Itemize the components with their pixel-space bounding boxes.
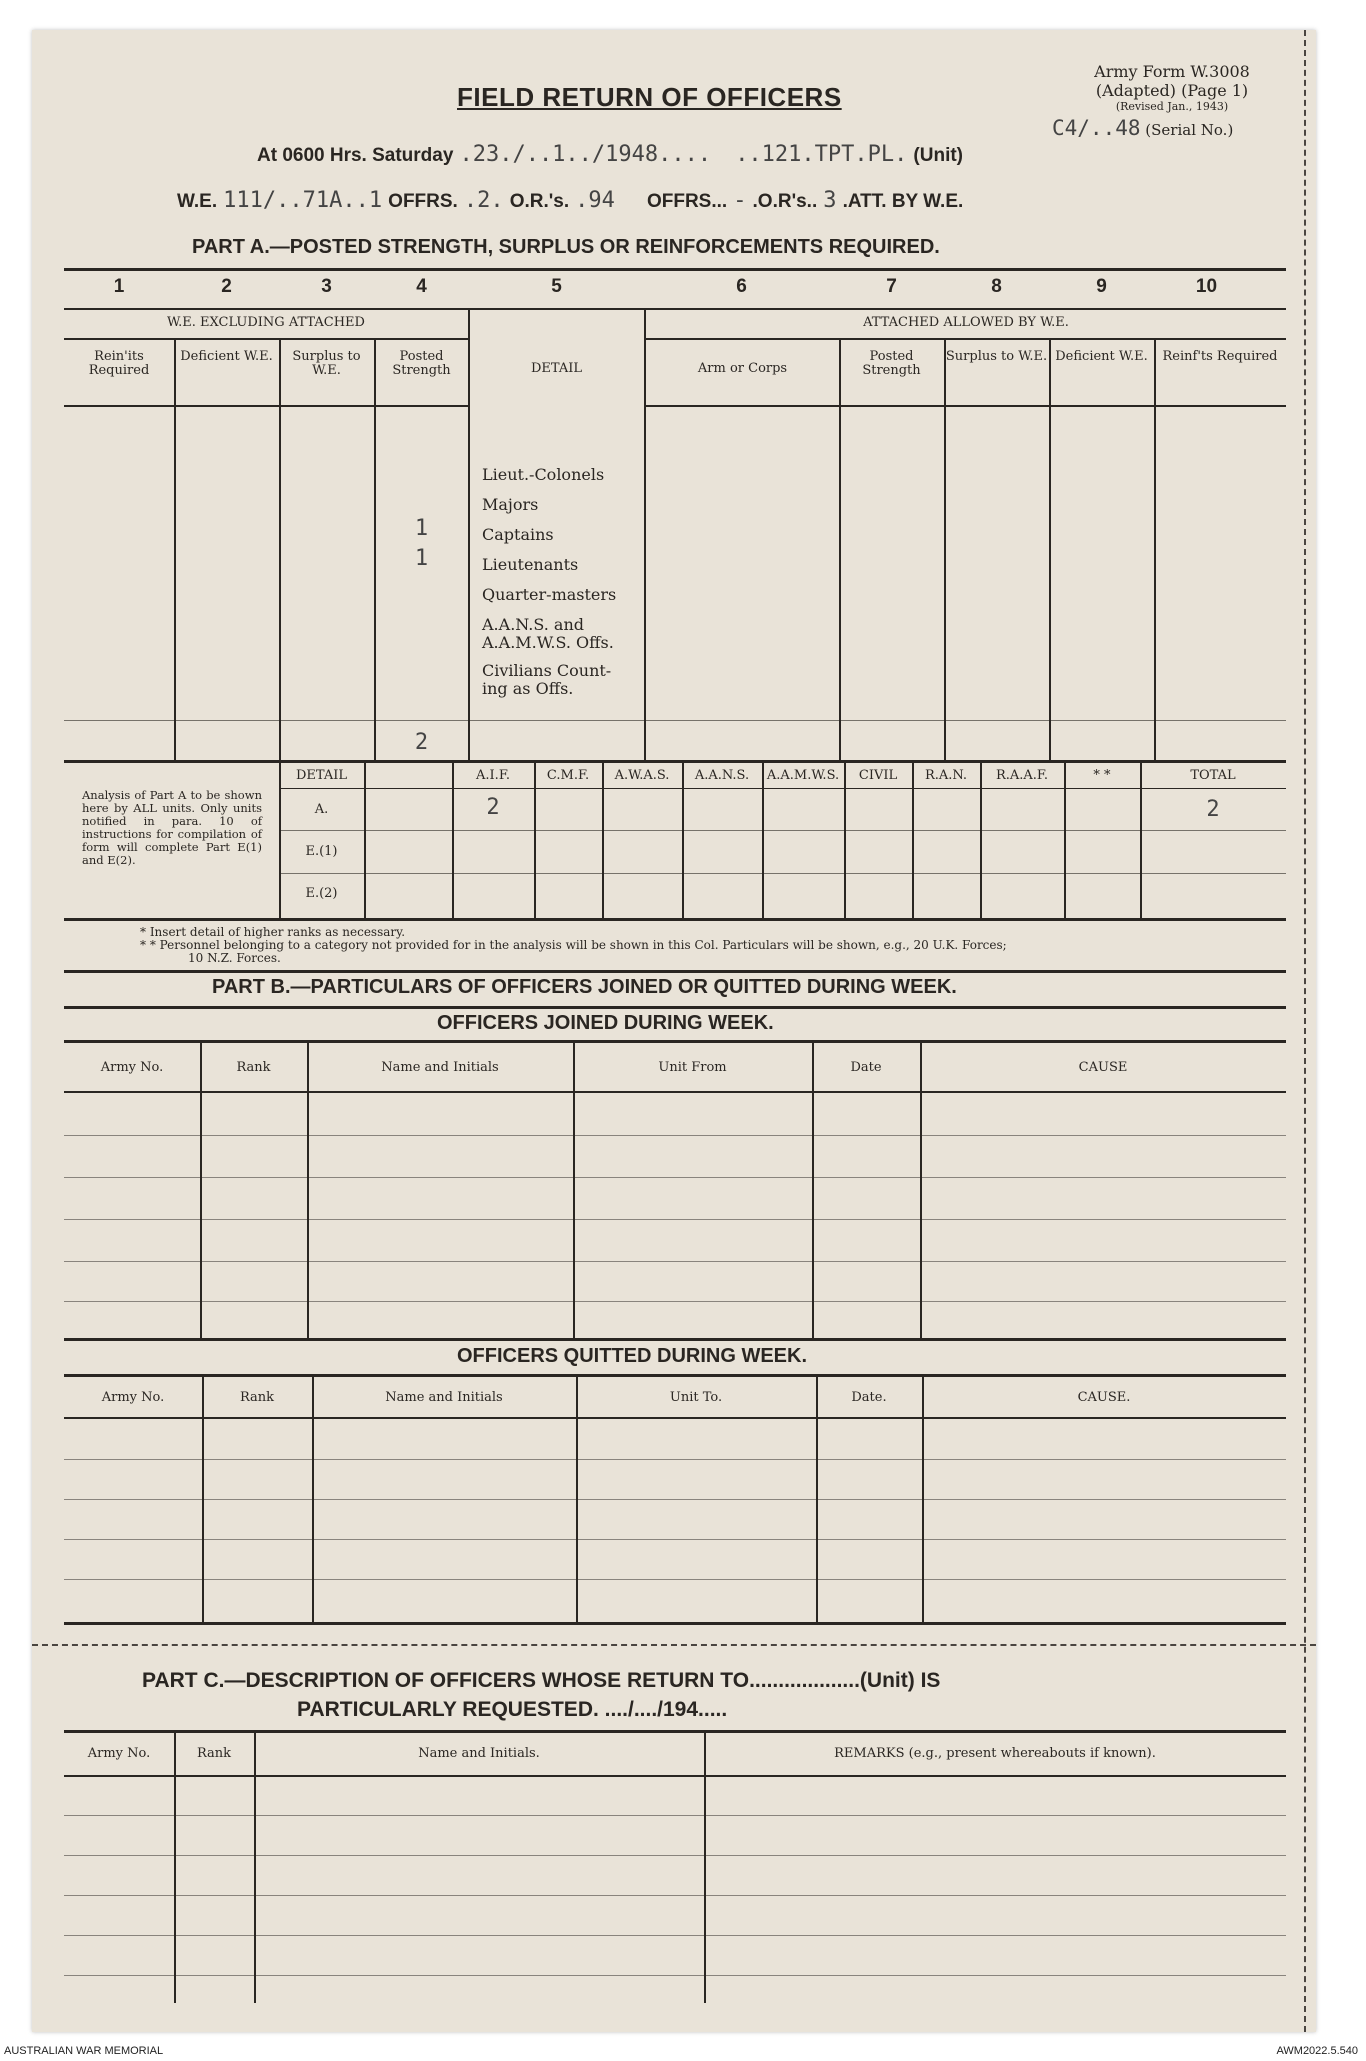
col-num: 10 <box>1195 276 1218 297</box>
col-header: Posted Strength <box>392 349 451 378</box>
captains-posted: 1 <box>414 516 429 541</box>
joined-col: CAUSE <box>1078 1060 1128 1075</box>
perforation-line <box>1304 30 1306 2032</box>
analysis-header: A.A.N.S. <box>694 768 750 783</box>
lieutenants-posted: 1 <box>414 546 429 571</box>
form-revised: (Revised Jan., 1943) <box>1115 100 1229 113</box>
col-header: Surplus to W.E. <box>945 349 1048 364</box>
detail-item: ing as Offs. <box>482 679 574 698</box>
part-a-grid <box>64 310 1286 760</box>
date-value: .23./..1../1948.... <box>459 142 712 167</box>
offrs-label: OFFRS. <box>388 191 458 212</box>
att-by-we-label: .ATT. BY W.E. <box>842 191 964 212</box>
col-header: Reinf'ts Required <box>1162 349 1278 364</box>
col-num: 7 <box>886 276 897 297</box>
joined-table <box>64 1043 1286 1338</box>
page-title: FIELD RETURN OF OFFICERS <box>457 82 842 112</box>
analysis-row-label: A. <box>314 802 329 817</box>
joined-col: Rank <box>236 1060 271 1075</box>
col-num: 2 <box>221 276 232 297</box>
col-header: Deficient W.E. <box>180 349 273 364</box>
att-offrs-label: OFFRS... <box>646 191 728 212</box>
part-c-table <box>64 1733 1286 2003</box>
footnotes <box>140 926 1290 965</box>
col-header: Arm or Corps <box>697 361 788 376</box>
column-numbers <box>64 276 1286 304</box>
quitted-col: Rank <box>239 1390 275 1405</box>
detail-list <box>470 460 645 698</box>
detail-item: Captains <box>482 525 554 544</box>
col-num: 8 <box>991 276 1002 297</box>
unit-value: ..121.TPT.PL. <box>735 142 908 167</box>
footnote-2: * * Personnel belonging to a category not provided for in the analysis will be shown in this Col. Particulars will be shown, e.g., 20 U.K. Forces; <box>140 938 1007 952</box>
joined-col: Date <box>850 1060 882 1075</box>
quitted-col: Name and Initials <box>385 1390 503 1405</box>
part-c-line-1: PART C.—DESCRIPTION OF OFFICERS WHOSE RETURN TO...................(Unit) IS <box>142 1669 941 1692</box>
ors-label: O.R.'s. <box>509 191 570 212</box>
serial-field <box>1052 116 1233 140</box>
analysis-header: DETAIL <box>295 768 348 783</box>
serial-value: C4/..48 <box>1052 116 1141 140</box>
col-num: 9 <box>1096 276 1107 297</box>
analysis-header: * * <box>1093 768 1111 783</box>
detail-item: Civilians Count- <box>482 661 612 680</box>
analysis-header: C.M.F. <box>546 768 590 783</box>
analysis-aif-value: 2 <box>486 795 500 820</box>
analysis-header: A.I.F. <box>476 768 510 783</box>
analysis-header: R.A.A.F. <box>995 768 1049 783</box>
joined-heading: OFFICERS JOINED DURING WEEK. <box>437 1012 774 1034</box>
date-prefix: At 0600 Hrs. Saturday <box>257 145 454 166</box>
joined-col: Name and Initials <box>381 1060 499 1075</box>
part-a-heading: PART A.—POSTED STRENGTH, SURPLUS OR REINFORCEMENTS REQUIRED. <box>192 236 940 258</box>
date-line <box>257 142 963 167</box>
joined-col: Army No. <box>100 1060 164 1075</box>
tear-line <box>32 1644 1316 1646</box>
serial-label: (Serial No.) <box>1145 121 1234 139</box>
analysis-total-value: 2 <box>1206 797 1220 822</box>
col-header: Rein'its Required <box>88 349 150 378</box>
col-header: Posted Strength <box>862 349 921 378</box>
part-c-col: Rank <box>196 1746 232 1761</box>
posted-total: 2 <box>414 730 429 755</box>
footnote-2b: 10 N.Z. Forces. <box>188 951 281 965</box>
quitted-col: Army No. <box>101 1390 165 1405</box>
part-c-col: Army No. <box>87 1746 151 1761</box>
analysis-header: A.A.M.W.S. <box>766 768 840 783</box>
col-num: 5 <box>551 276 562 297</box>
quitted-col: Date. <box>851 1390 887 1405</box>
quitted-table <box>64 1377 1286 1622</box>
archive-ref: AWM2022.5.540 <box>1276 2045 1358 2057</box>
detail-item: A.A.N.S. and <box>482 615 584 634</box>
detail-header: DETAIL <box>530 361 583 376</box>
quitted-heading: OFFICERS QUITTED DURING WEEK. <box>457 1345 807 1367</box>
part-c-heading <box>142 1666 940 1724</box>
detail-item: A.A.M.W.S. Offs. <box>482 633 614 652</box>
col-num: 1 <box>113 276 125 297</box>
part-b-heading: PART B.—PARTICULARS OF OFFICERS JOINED OR QUITTED DURING WEEK. <box>212 976 957 998</box>
ors-value: .94 <box>575 188 615 213</box>
we-excluding-attached-header: W.E. EXCLUDING ATTACHED <box>167 315 365 330</box>
col-header: Surplus to W.E. <box>292 349 361 378</box>
col-num: 4 <box>416 276 427 297</box>
detail-item: Quarter-masters <box>482 585 617 604</box>
analysis-row-label: E.(1) <box>305 844 338 859</box>
part-c-line-2: PARTICULARLY REQUESTED. ..../..../194..... <box>297 1698 728 1721</box>
detail-item: Majors <box>482 495 539 514</box>
analysis-row-label: E.(2) <box>305 886 338 901</box>
offrs-value: .2. <box>463 188 504 213</box>
part-c-col: Name and Initials. <box>418 1746 540 1761</box>
analysis-header: CIVIL <box>858 768 898 783</box>
col-header: Deficient W.E. <box>1055 349 1148 364</box>
analysis-header: A.W.A.S. <box>614 768 670 783</box>
analysis-header: R.A.N. <box>924 768 968 783</box>
col-num: 6 <box>736 276 747 297</box>
quitted-col: CAUSE. <box>1077 1390 1131 1405</box>
detail-item: Lieutenants <box>482 555 579 574</box>
joined-col: Unit From <box>658 1060 727 1075</box>
part-c-col: REMARKS (e.g., present whereabouts if known). <box>834 1746 1156 1761</box>
attached-allowed-header: ATTACHED ALLOWED BY W.E. <box>863 315 1069 330</box>
we-label: W.E. <box>177 191 218 212</box>
quitted-col: Unit To. <box>669 1390 723 1405</box>
att-ors-label: .O.R's.. <box>752 191 818 212</box>
analysis-block <box>64 763 1286 918</box>
analysis-header: TOTAL <box>1190 768 1236 783</box>
archive-label: AUSTRALIAN WAR MEMORIAL <box>4 2045 164 2057</box>
analysis-note: Analysis of Part A to be shown here by ALL units. Only units notified in para. 10 of instructions for compilation of form will complete Part E(1) and E(2). <box>82 788 262 867</box>
we-value: 111/..71A..1 <box>223 188 383 213</box>
att-ors-value: 3 <box>823 188 837 213</box>
form-number: Army Form W.3008 <box>1094 62 1250 81</box>
detail-item: Lieut.-Colonels <box>482 465 605 484</box>
form-id-block <box>1057 62 1287 113</box>
form-sheet <box>32 30 1316 2032</box>
col-num: 3 <box>321 276 332 297</box>
att-offrs-value: - <box>733 188 747 213</box>
form-adapted: (Adapted) (Page 1) <box>1095 81 1249 100</box>
footnote-1: * Insert detail of higher ranks as necessary. <box>140 925 406 939</box>
unit-label: (Unit) <box>913 145 964 166</box>
we-line <box>177 188 963 213</box>
